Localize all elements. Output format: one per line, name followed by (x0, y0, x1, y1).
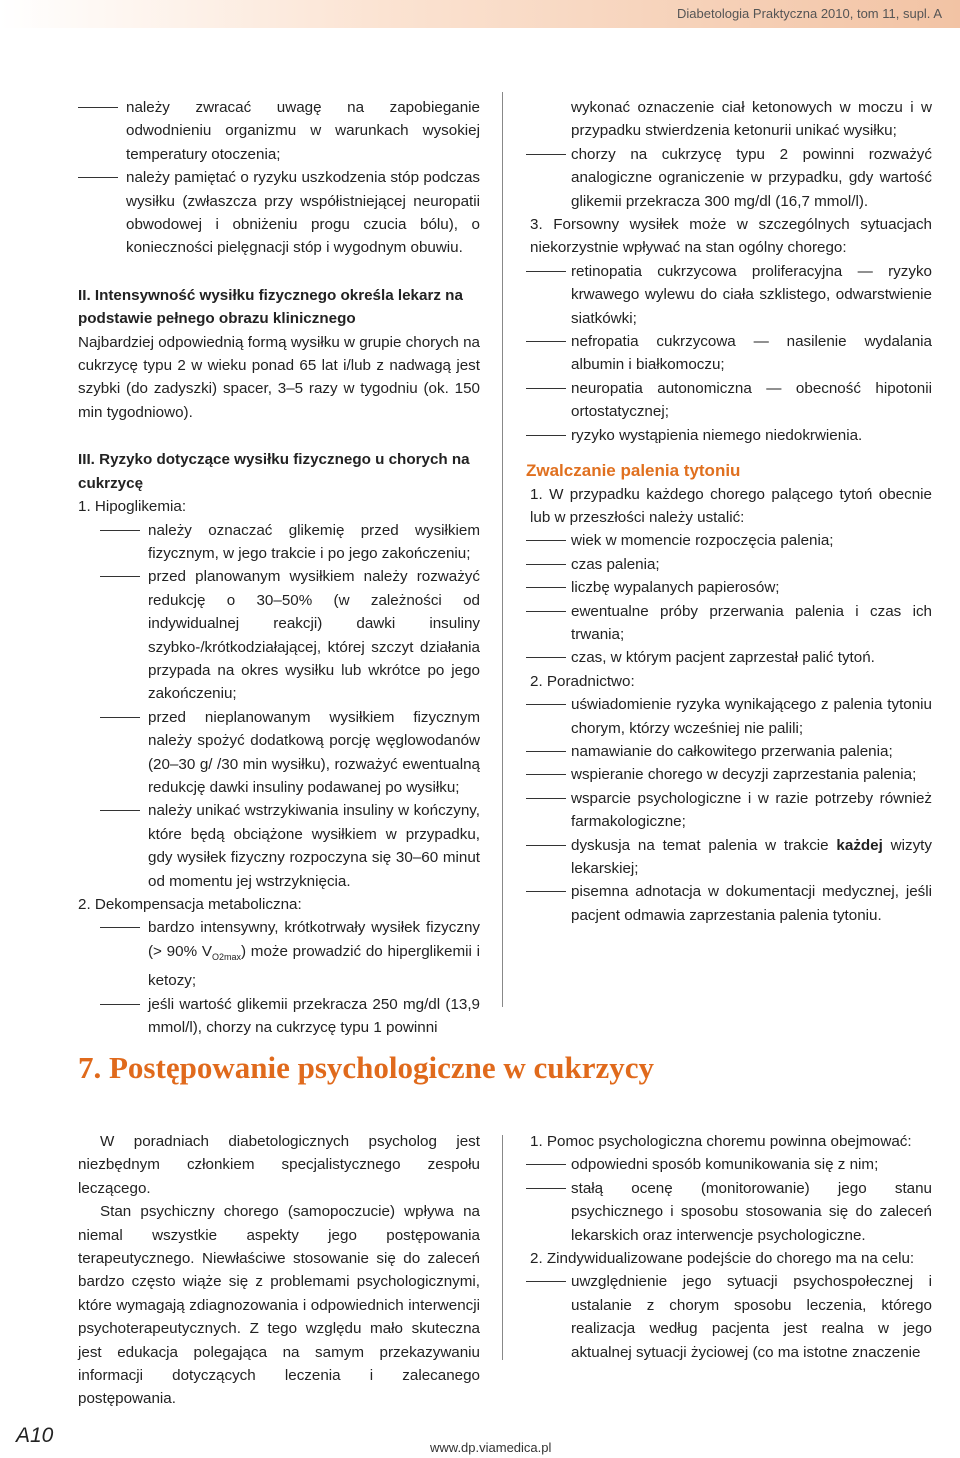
list-item: ewentualne próby przerwania palenia i czas ich trwania; (526, 600, 932, 647)
list-label: 1. Pomoc psychologiczna choremu powinna obejmować: (530, 1133, 912, 1150)
list-item: czas palenia; (526, 553, 932, 576)
section-heading: Zwalczanie palenia tytoniu (526, 461, 741, 481)
paragraph: Stan psychiczny chorego (samopoczucie) wpływa na niemal wszystkie aspekty jego postępowania terapeutycznego. Niewłaściwe stosowanie się do zaleceń bardzo często wiąże się z problemami psychologicznymi, które wymagają zdiagnozowania i odpowiednich interwencji psychoterapeutycznych. Z tego względu mało skuteczna jest edukacja polegająca na samym przekazywaniu informacji dotyczących leczenia i zalecanego postępowania. (78, 1203, 480, 1408)
list-item-text: dyskusja na temat palenia w trakcie (571, 836, 837, 854)
column-divider (502, 92, 503, 1007)
list-label: 3. Forsowny wysiłek może w szczególnych sytuacjach niekorzystnie wpływać na stan ogólny chorego: (530, 216, 932, 257)
list-item: pisemna adnotacja w dokumentacji medycznej, jeśli pacjent odmawia zaprzestania palenia tytoniu. (526, 880, 932, 927)
section-7-left (78, 1130, 480, 1411)
list-item: jeśli wartość glikemii przekracza 250 mg/dl (13,9 mmol/l), chorzy na cukrzycę typu 1 powinni (78, 993, 480, 1040)
list-item: chorzy na cukrzycę typu 2 powinni rozważyć analogiczne ograniczenie w przypadku, gdy wartość glikemii przekracza 300 mg/dl (16,7 mmol/l). (526, 143, 932, 213)
list-item: liczbę wypalanych papierosów; (526, 576, 932, 599)
list-item: należy unikać wstrzykiwania insuliny w kończyny, które będą obciążone wysiłkiem w przypadku, gdy wysiłek fizyczny rozpoczyna się 30–60 minut od momentu jej wstrzyknięcia. (78, 799, 480, 893)
list-item-text: wizyty lekarskiej; (571, 836, 932, 877)
list-item: ryzyko wystąpienia niemego niedokrwienia. (526, 424, 932, 447)
list-item: przed planowanym wysiłkiem należy rozważyć redukcję o 30–50% (w zależności od indywidualnej reakcji) dawki insuliny szybko-/krótkodziałającej, której szczyt działania przypada na okres wysiłku lub wkrótce po jego zakończeniu; (78, 565, 480, 705)
list-item: należy oznaczać glikemię przed wysiłkiem fizycznym, w jego trakcie i po jego zakończeniu; (78, 519, 480, 566)
list-label: 2. Dekompensacja metaboliczna: (78, 896, 302, 913)
section-title: 7. Postępowanie psychologiczne w cukrzycy (78, 1050, 655, 1085)
subscript: O2max (211, 951, 241, 962)
list-item: uwzględnienie jego sytuacji psychospołecznej i ustalanie z chorym sposobu leczenia, którego realizacja według pacjenta jest realna w jego aktualnej sytuacji życiowej (co ma istotne znaczenie (526, 1270, 932, 1364)
list-item: należy pamiętać o ryzyku uszkodzenia stóp podczas wysiłku (zwłaszcza przy współistniejącej neuropatii obwodowej i obniżeniu progu czucia bólu), o konieczności pielęgnacji stóp i wygodnym obuwiu. (78, 166, 480, 260)
section-7-right (526, 1130, 932, 1364)
list-item: odpowiedni sposób komunikowania się z nim; (526, 1153, 932, 1176)
list-item-text: bardzo intensywny, krótkotrwały wysiłek fizyczny (> 90% V (148, 919, 480, 960)
list-item: uświadomienie ryzyka wynikającego z palenia tytoniu chorym, którzy wcześniej nie palili; (526, 693, 932, 740)
right-column (526, 96, 932, 927)
list-label: 1. Hipoglikemia: (78, 498, 187, 516)
header-band (0, 0, 960, 28)
paragraph: Najbardziej odpowiednią formą wysiłku w grupie chorych na cukrzycę typu 2 w wieku ponad 65 lat i/lub z nadwagą jest szybki (do zadyszki) spacer, 3–5 razy w tygodniu (ok. 150 min tygodniowo). (78, 333, 480, 421)
section-heading: III. Ryzyko dotyczące wysiłku fizycznego u chorych na cukrzycę (78, 451, 470, 492)
journal-header: Diabetologia Praktyczna 2010, tom 11, supl. A (677, 6, 942, 21)
footer-url: www.dp.viamedica.pl (430, 1440, 552, 1455)
list-label: 1. W przypadku każdego chorego palącego tytoń obecnie lub w przeszłości należy ustalić: (530, 485, 932, 526)
list-item: wiek w momencie rozpoczęcia palenia; (526, 529, 932, 552)
list-item: czas, w którym pacjent zaprzestał palić tytoń. (526, 646, 932, 669)
left-column (78, 96, 480, 1039)
list-item: nefropatia cukrzycowa — nasilenie wydalania albumin i białkomoczu; (526, 330, 932, 377)
list-label: 2. Poradnictwo: (530, 672, 635, 690)
emphasis: każdej (836, 836, 883, 854)
list-item: namawianie do całkowitego przerwania palenia; (526, 740, 932, 763)
list-item: przed nieplanowanym wysiłkiem fizycznym należy spożyć dodatkową porcję węglowodanów (20–30 g/ /30 min wysiłku), rozważyć ewentualną redukcję dawki insuliny podawanej po wysiłku; (78, 706, 480, 800)
column-divider-bottom (502, 1135, 503, 1360)
list-item: wsparcie psychologiczne i w razie potrzeby również farmakologiczne; (526, 787, 932, 834)
list-item: wspieranie chorego w decyzji zaprzestania palenia; (526, 763, 932, 786)
list-item: należy zwracać uwagę na zapobieganie odwodnieniu organizmu w warunkach wysokiej temperatury otoczenia; (78, 96, 480, 166)
paragraph: wykonać oznaczenie ciał ketonowych w moczu i w przypadku stwierdzenia ketonurii unikać wysiłku; (571, 99, 932, 140)
list-item: neuropatia autonomiczna — obecność hipotonii ortostatycznej; (526, 377, 932, 424)
list-item-text: ) może prowadzić do hiperglikemii i ketozy; (148, 942, 480, 990)
section-heading: II. Intensywność wysiłku fizycznego określa lekarz na podstawie pełnego obrazu klinicznego (78, 286, 463, 328)
list-item: retinopatia cukrzycowa proliferacyjna — ryzyko krwawego wylewu do ciała szklistego, odwarstwienie siatkówki; (526, 260, 932, 330)
section-7-title-wrap (78, 1050, 938, 1086)
page-number: A10 (16, 1424, 54, 1447)
list-item (526, 834, 932, 881)
list-item (78, 916, 480, 992)
list-label: 2. Zindywidualizowane podejście do chorego ma na celu: (530, 1250, 915, 1268)
list-item: stałą ocenę (monitorowanie) jego stanu psychicznego i sposobu stosowania się do zaleceń lekarskich oraz interwencje psychologiczne. (526, 1177, 932, 1247)
paragraph: W poradniach diabetologicznych psycholog jest niezbędnym członkiem specjalistycznego zespołu leczącego. (78, 1133, 480, 1197)
